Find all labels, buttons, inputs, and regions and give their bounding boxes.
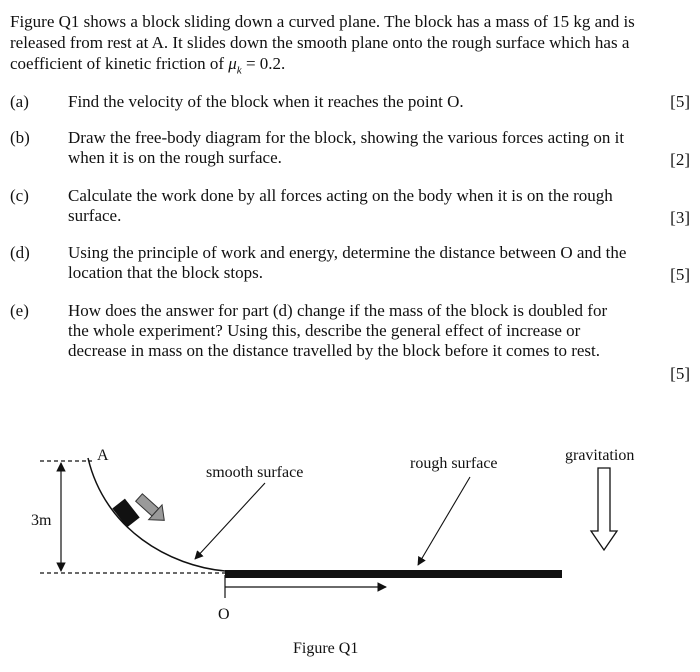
origin-label: O bbox=[218, 606, 230, 623]
smooth-surface-label: smooth surface bbox=[206, 464, 304, 481]
question-marks: [5] bbox=[670, 92, 690, 111]
problem-statement bbox=[10, 11, 650, 81]
question-text: Using the principle of work and energy, determine the distance between O and the location that the block stops. bbox=[68, 243, 627, 282]
gravitation-label: gravitation bbox=[565, 447, 635, 464]
figure-q1-diagram bbox=[0, 430, 700, 672]
question-marks: [5] bbox=[670, 265, 690, 284]
figure-caption: Figure Q1 bbox=[293, 640, 359, 657]
rough-surface-label: rough surface bbox=[410, 455, 498, 472]
question-marks: [2] bbox=[670, 150, 690, 169]
friction-coefficient-value: = 0.2. bbox=[241, 54, 286, 73]
point-a-label: A bbox=[97, 447, 109, 464]
block bbox=[112, 499, 139, 528]
question-label: (d) bbox=[10, 243, 30, 262]
motion-direction-arrow bbox=[132, 490, 171, 528]
friction-coefficient-symbol: $\mu_k$ bbox=[228, 54, 242, 77]
question-text: How does the answer for part (d) change if the mass of the block is doubled for the whole experiment? Using this, describe the general effect of increase or decrease in mass on the distance travelled by the block before it comes to rest. bbox=[68, 301, 608, 360]
question-label: (e) bbox=[10, 301, 29, 320]
question-label: (b) bbox=[10, 128, 30, 147]
gravitation-arrow bbox=[591, 468, 617, 550]
question-marks: [3] bbox=[670, 208, 690, 227]
question-label: (c) bbox=[10, 186, 29, 205]
intro-text: Figure Q1 shows a block sliding down a curved plane. The block has a mass of 15 kg and is released from rest at A. It slides down the smooth plane onto the rough surface which has a coefficient of kinetic friction of bbox=[10, 12, 635, 73]
question-marks: [5] bbox=[670, 364, 690, 383]
question-text: Calculate the work done by all forces acting on the body when it is on the rough surface. bbox=[68, 186, 613, 225]
rough-surface-pointer bbox=[418, 477, 470, 565]
question-text: Find the velocity of the block when it reaches the point O. bbox=[68, 92, 464, 111]
rough-surface bbox=[225, 570, 562, 578]
question-text: Draw the free-body diagram for the block, showing the various forces acting on it when it is on the rough surface. bbox=[68, 128, 625, 167]
question-label: (a) bbox=[10, 92, 29, 111]
smooth-surface-pointer bbox=[195, 483, 265, 559]
height-label: 3m bbox=[31, 512, 52, 529]
